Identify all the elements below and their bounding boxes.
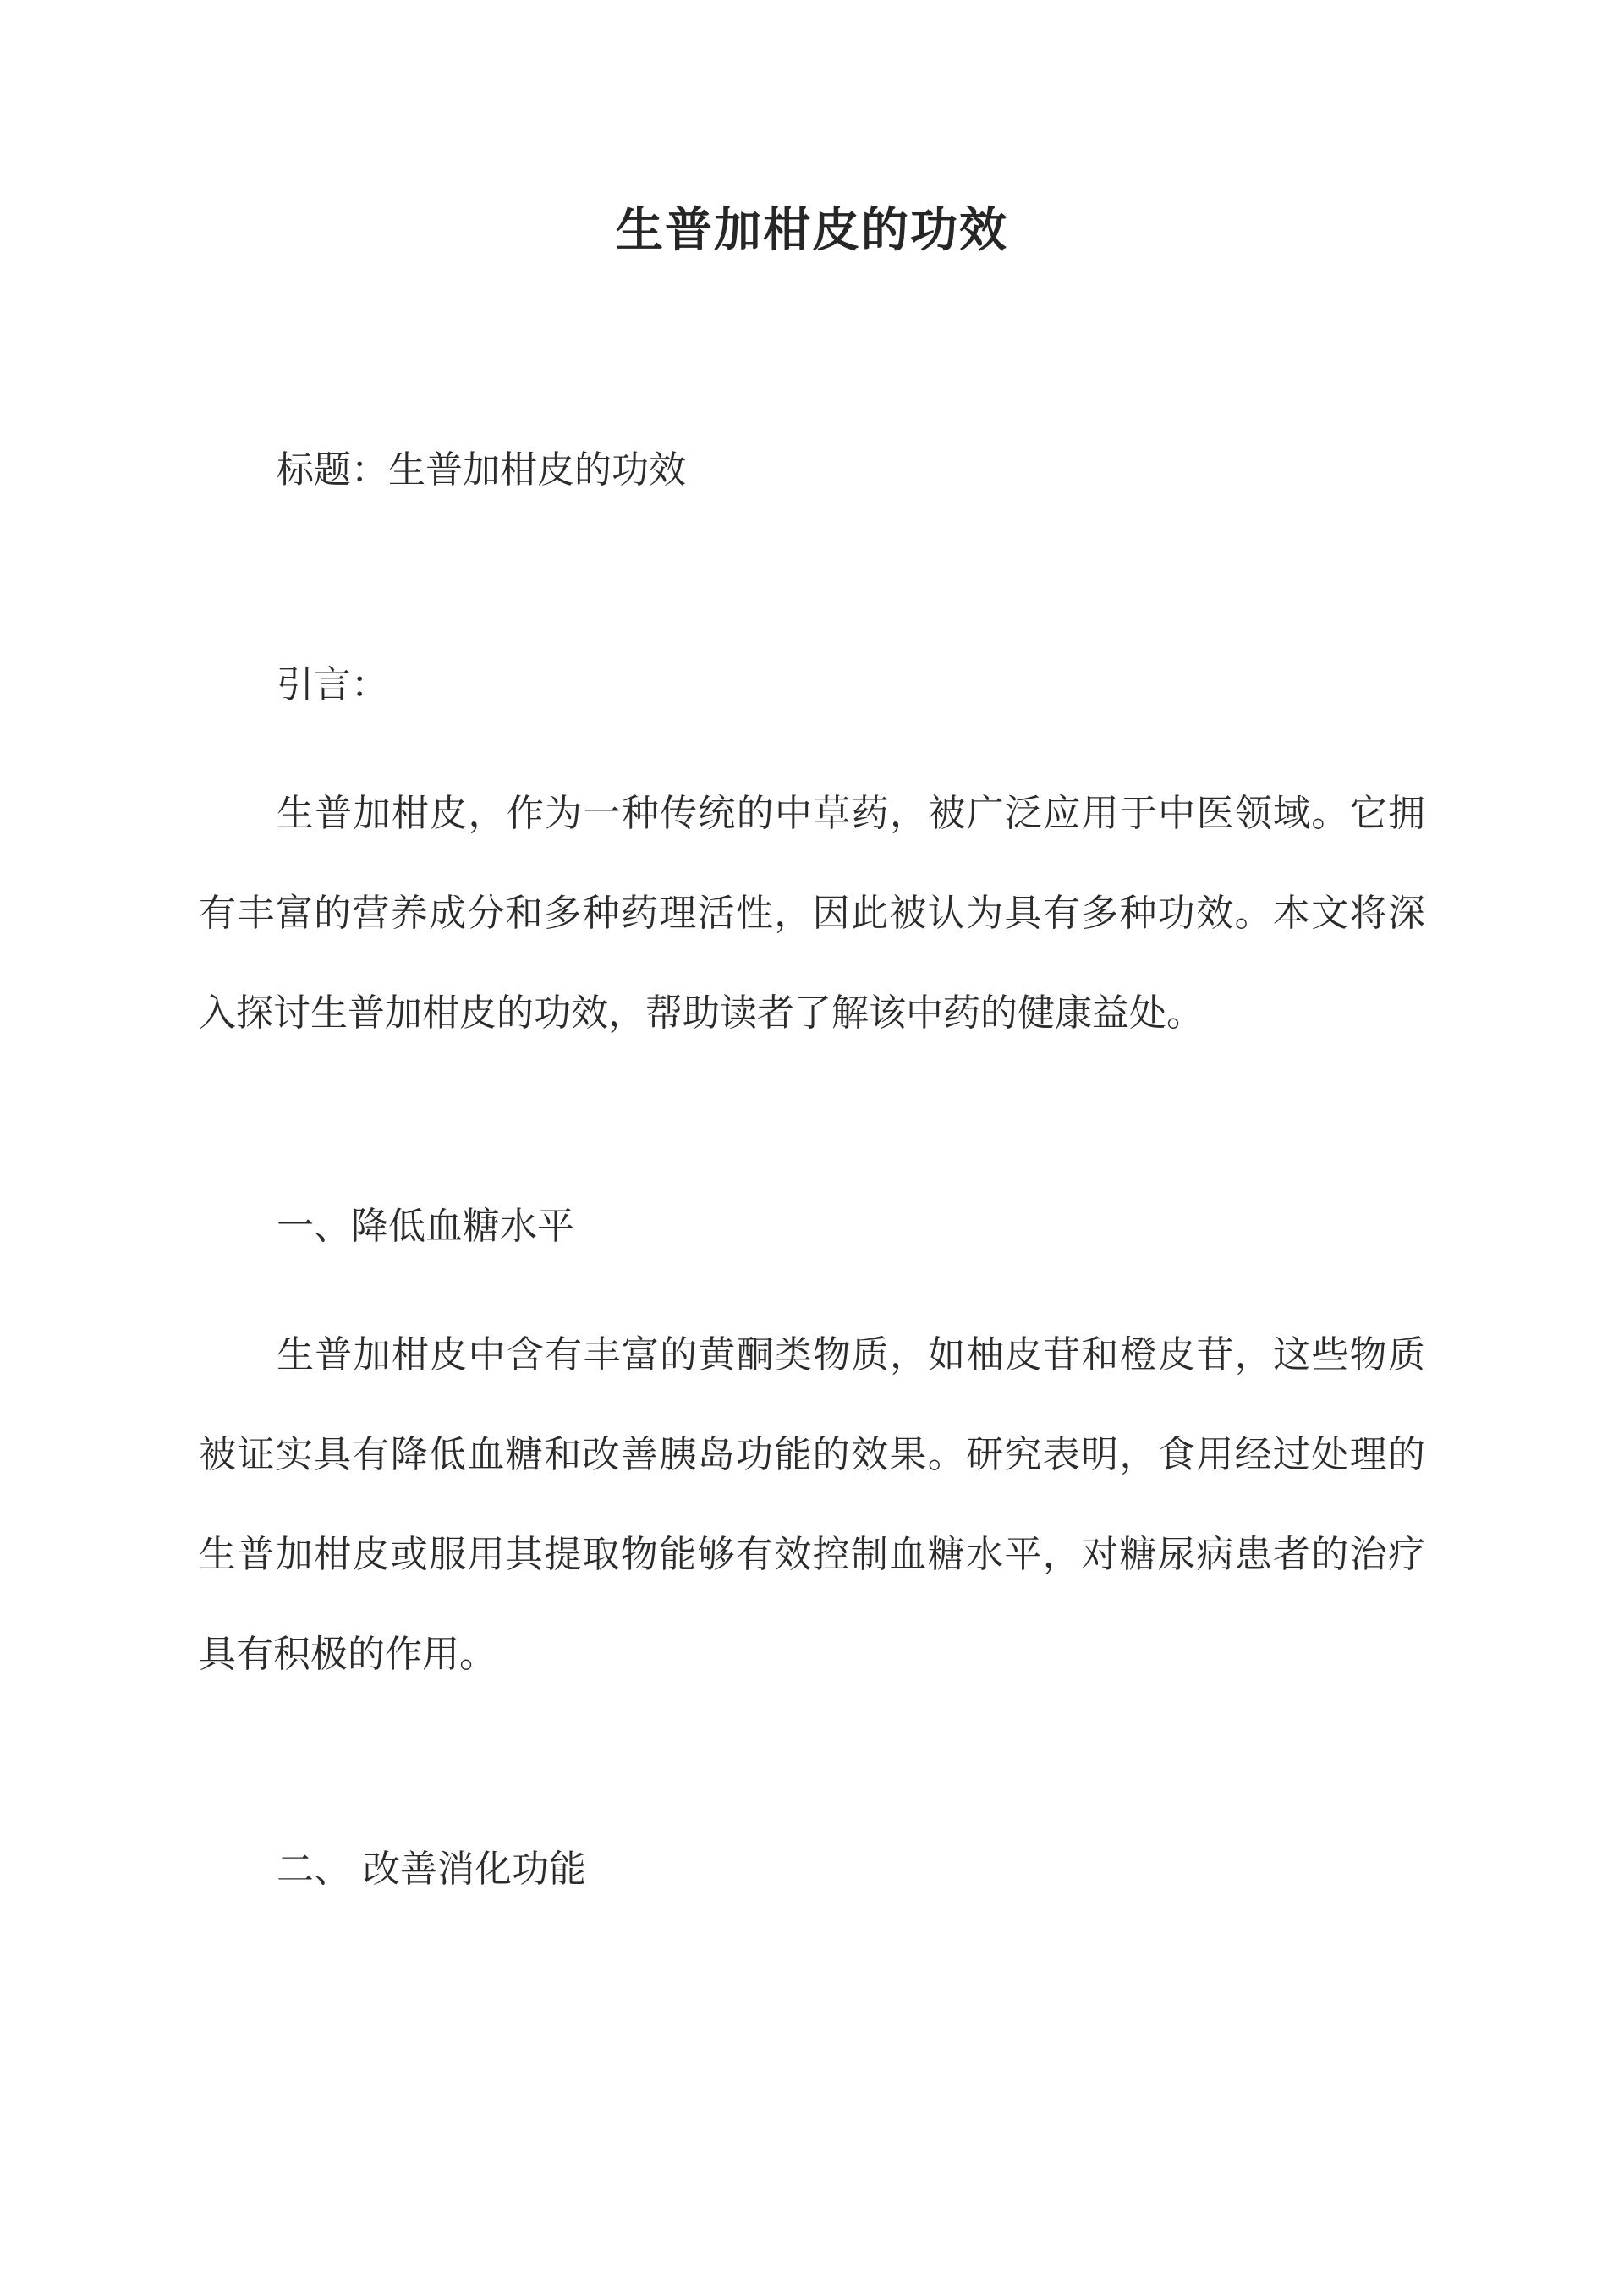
- intro-paragraph-line-1: 生普加柑皮，作为一种传统的中草药，被广泛应用于中医领域。它拥: [277, 792, 1425, 835]
- page-title: 生普加柑皮的功效: [616, 202, 1008, 258]
- subtitle-line: 标题：生普加柑皮的功效: [277, 448, 686, 492]
- intro-paragraph-line-2: 有丰富的营养成分和多种药理活性，因此被认为具有多种功效。本文将深: [199, 892, 1425, 935]
- intro-paragraph-line-3: 入探讨生普加柑皮的功效，帮助读者了解该中药的健康益处。: [199, 991, 1204, 1035]
- section-1-line-1: 生普加柑皮中含有丰富的黄酮类物质，如柚皮苷和橙皮苷，这些物质: [277, 1333, 1425, 1376]
- section-1-line-4: 具有积极的作用。: [199, 1633, 497, 1676]
- section-1-heading: 一、降低血糖水平: [277, 1205, 574, 1248]
- section-2-heading: 二、 改善消化功能: [277, 1848, 586, 1891]
- section-1-line-3: 生普加柑皮或服用其提取物能够有效控制血糖水平，对糖尿病患者的治疗: [199, 1533, 1425, 1576]
- section-1-line-2: 被证实具有降低血糖和改善胰岛功能的效果。研究表明，食用经过处理的: [199, 1433, 1425, 1476]
- intro-heading: 引言：: [277, 663, 388, 706]
